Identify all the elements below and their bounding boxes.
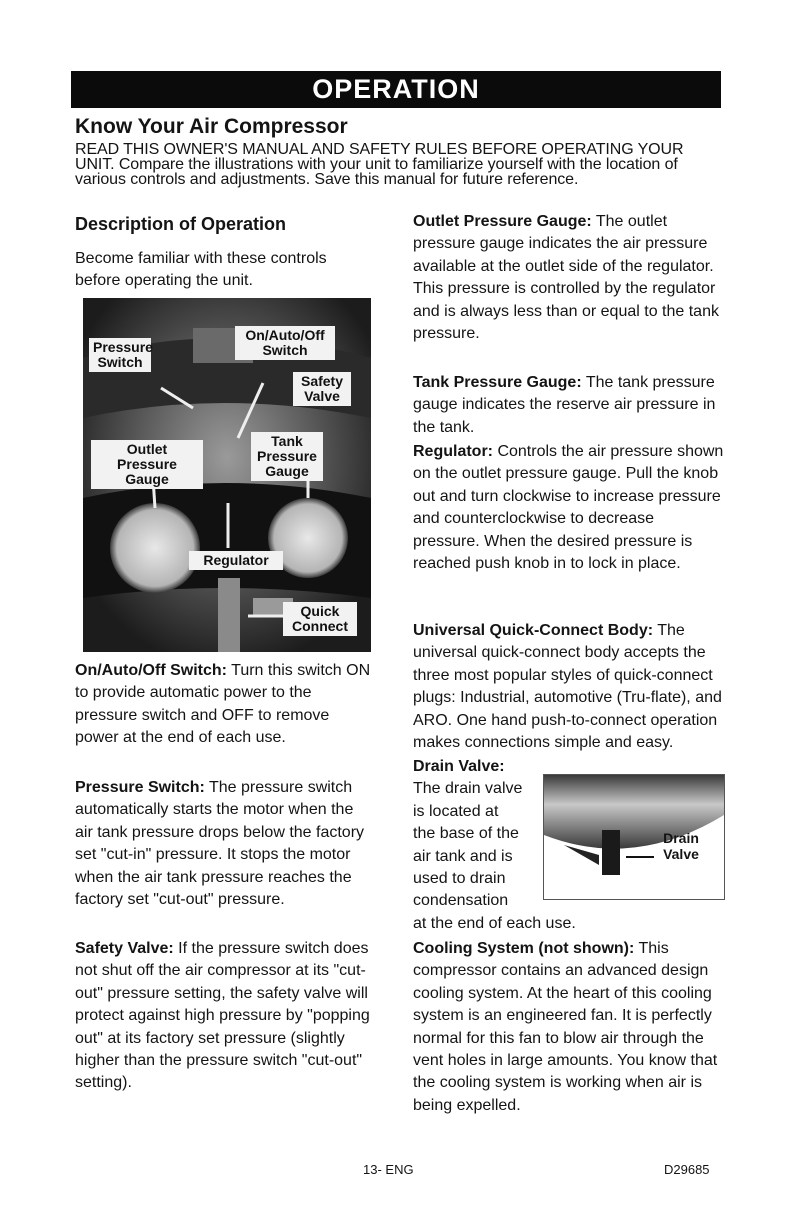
pressure-switch-text: The pressure switch automatically starts the motor when the air tank pressure drops below the factory set "cut-in" pressure. It stops the motor when the air tank pressure reaches the factory set "cut-out" pressure. [75, 779, 365, 909]
intro-paragraph: READ THIS OWNER'S MANUAL AND SAFETY RULES BEFORE OPERATING YOUR UNIT. Compare the illustrations with your unit to familiarize yourself with the location of various controls and adjustments. Save this manual for future reference. [75, 141, 684, 188]
safety-valve-term: Safety Valve: [75, 940, 174, 957]
pressure-switch-term: Pressure Switch: [75, 779, 205, 796]
callout-on-auto-off-switch: On/Auto/Off Switch [235, 326, 335, 360]
outlet-gauge-paragraph [413, 211, 725, 345]
regulator-text: Controls the air pressure shown on the outlet pressure gauge. Pull the knob out and turn clockwise to increase pressure and counterclockwise to decrease pressure. When the desired pressure is reached push knob in to lock in place. [413, 443, 724, 573]
compressor-photo [83, 298, 371, 652]
tank-gauge-text: The tank pressure gauge indicates the reserve air pressure in the tank. [413, 374, 716, 436]
drain-valve-line: used to drain [413, 870, 506, 888]
description-heading: Description of Operation [75, 214, 287, 234]
on-auto-off-paragraph [75, 660, 375, 750]
cooling-text: This compressor contains an advanced design cooling system. At the heart of this cooling system is an engineered fan. It is perfectly normal for this fan to blow air through the vent holes in large amounts. You know that the cooling system is working when air is being expelled. [413, 940, 718, 1114]
tank-gauge-term: Tank Pressure Gauge: [413, 374, 582, 391]
drain-valve-term: Drain Valve: [413, 758, 505, 775]
cooling-paragraph [413, 938, 725, 1117]
callout-quick-connect: Quick Connect [283, 602, 357, 636]
drain-valve-line: condensation [413, 892, 509, 910]
outlet-gauge-term: Outlet Pressure Gauge: [413, 213, 592, 230]
regulator-term: Regulator: [413, 443, 493, 460]
safety-valve-text: If the pressure switch does not shut off the air compressor at its "cut-out" pressure setting, the safety valve will protect against high pressure by "popping out" at its factory set pressure (slightly higher than the pressure switch "cut-out" setting). [75, 940, 370, 1092]
page-number: 13- ENG [363, 1162, 414, 1177]
drain-valve-line: The drain valve [413, 780, 523, 798]
on-auto-off-text: Turn this switch ON to provide automatic power to the pressure switch and OFF to remove power at the end of each use. [75, 662, 371, 747]
pressure-switch-paragraph [75, 777, 375, 911]
tank-gauge-paragraph [413, 372, 725, 439]
drain-valve-line: the base of the [413, 825, 519, 843]
callout-safety-valve: Safety Valve [293, 372, 351, 406]
drain-valve-line: at the end of each use. [413, 914, 576, 932]
quick-connect-text: The universal quick-connect body accepts the three most popular styles of quick-connect plugs: Industrial, automotive (Tru-flate), and ARO. One hand push-to-connect operation makes connections simple and easy. [413, 622, 722, 752]
quick-connect-paragraph [413, 620, 725, 754]
section-banner: OPERATION [71, 71, 721, 108]
regulator-paragraph [413, 441, 725, 575]
page-title: Know Your Air Compressor [75, 115, 348, 138]
safety-valve-paragraph [75, 938, 375, 1095]
description-intro: Become familiar with these controls before operating the unit. [75, 250, 327, 289]
document-code: D29685 [664, 1162, 710, 1177]
cooling-term: Cooling System (not shown): [413, 940, 635, 957]
quick-connect-term: Universal Quick-Connect Body: [413, 622, 654, 639]
drain-valve-line: is located at [413, 802, 499, 820]
on-auto-off-term: On/Auto/Off Switch: [75, 662, 227, 679]
callout-regulator: Regulator [189, 551, 283, 570]
callout-outlet-pressure-gauge: Outlet Pressure Gauge [91, 440, 203, 489]
callout-pressure-switch: Pressure Switch [89, 338, 151, 372]
drain-valve-label: Drain Valve [663, 830, 699, 862]
callout-tank-pressure-gauge: Tank Pressure Gauge [251, 432, 323, 481]
drain-valve-line: air tank and is [413, 847, 513, 865]
outlet-gauge-text: The outlet pressure gauge indicates the air pressure available at the outlet side of the regulator. This pressure is controlled by the regulator and is always less than or equal to the tank pressure. [413, 213, 719, 343]
